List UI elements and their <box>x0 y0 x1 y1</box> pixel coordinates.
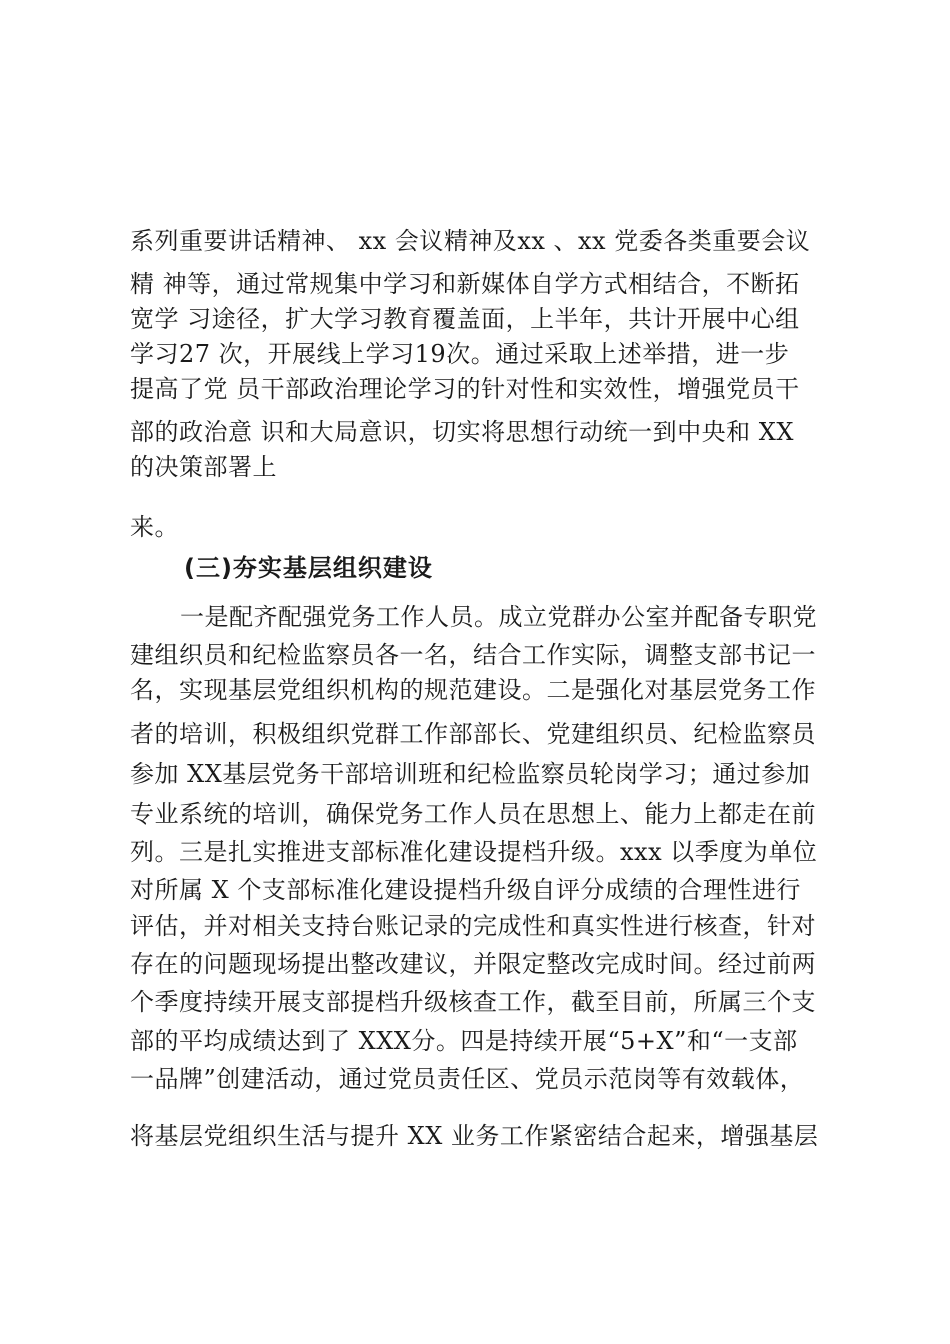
paragraph-line: 系列重要讲话精神、 xx 会议精神及xx 、xx 党委各类重要会议 <box>130 227 811 255</box>
section-heading: (三)夯实基层组织建设 <box>184 554 433 582</box>
paragraph-line: 名，实现基层党组织机构的规范建设。二是强化对基层党务工作 <box>130 676 816 704</box>
paragraph-line: 对所属 X 个支部标准化建设提档升级自评分成绩的合理性进行 <box>130 876 801 904</box>
paragraph-line: 一是配齐配强党务工作人员。成立党群办公室并配备专职党 <box>180 603 817 631</box>
paragraph-line: 来。 <box>130 513 179 541</box>
paragraph-line: 部的平均成绩达到了 XXX分。四是持续开展“5+X”和“一支部 <box>130 1027 798 1055</box>
paragraph-line: 部的政治意 识和大局意识，切实将思想行动统一到中央和 XX <box>130 418 794 446</box>
paragraph-line: 提高了党 员干部政治理论学习的针对性和实效性，增强党员干 <box>130 375 800 403</box>
paragraph-line: 的决策部署上 <box>130 453 277 481</box>
paragraph-line: 存在的问题现场提出整改建议，并限定整改完成时间。经过前两 <box>130 950 816 978</box>
paragraph-line: 将基层党组织生活与提升 XX 业务工作紧密结合起来，增强基层 <box>130 1122 819 1150</box>
paragraph-line: 个季度持续开展支部提档升级核查工作，截至目前，所属三个支 <box>130 988 816 1016</box>
paragraph-line: 建组织员和纪检监察员各一名，结合工作实际，调整支部书记一 <box>130 641 816 669</box>
paragraph-line: 宽学 习途径，扩大学习教育覆盖面，上半年，共计开展中心组 <box>130 305 800 333</box>
paragraph-line: 精 神等，通过常规集中学习和新媒体自学方式相结合，不断拓 <box>130 270 800 298</box>
paragraph-line: 列。三是扎实推进支部标准化建设提档升级。xxx 以季度为单位 <box>130 838 818 866</box>
paragraph-line: 一品牌”创建活动，通过党员责任区、党员示范岗等有效载体， <box>130 1065 805 1093</box>
paragraph-line: 学习27 次，开展线上学习19次。通过采取上述举措，进一步 <box>130 340 790 368</box>
paragraph-line: 专业系统的培训，确保党务工作人员在思想上、能力上都走在前 <box>130 800 816 828</box>
paragraph-line: 评估，并对相关支持台账记录的完成性和真实性进行核查，针对 <box>130 912 816 940</box>
paragraph-line: 者的培训，积极组织党群工作部部长、党建组织员、纪检监察员 <box>130 720 816 748</box>
paragraph-line: 参加 XX基层党务干部培训班和纪检监察员轮岗学习；通过参加 <box>130 760 811 788</box>
